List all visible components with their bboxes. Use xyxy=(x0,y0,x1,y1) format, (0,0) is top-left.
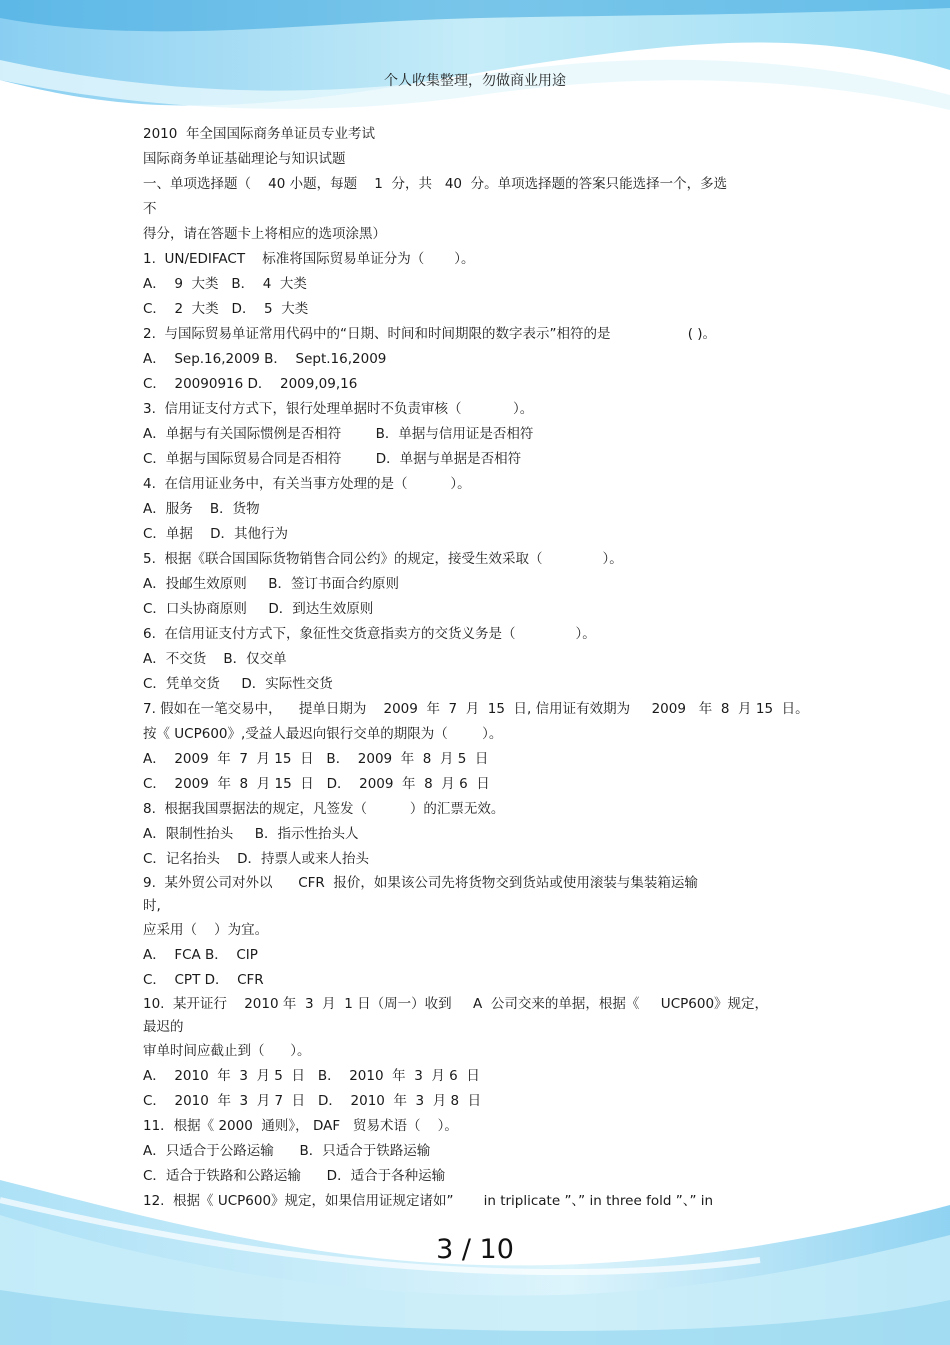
options: C．单据 D．其他行为 xyxy=(143,526,288,542)
question: 4. 在信用证业务中，有关当事方处理的是（ ）。 xyxy=(143,476,471,492)
options: A． 2009 年 7 月 15 日 B． 2009 年 8 月 5 日 xyxy=(143,751,489,767)
options: A．不交货 B．仅交单 xyxy=(143,651,287,667)
options: A．限制性抬头 B．指示性抬头人 xyxy=(143,826,359,842)
question: 5. 根据《联合国国际货物销售合同公约》的规定，接受生效采取（ ）。 xyxy=(143,551,623,567)
options: C．凭单交货 D．实际性交货 xyxy=(143,676,333,692)
options: A．投邮生效原则 B．签订书面合约原则 xyxy=(143,576,399,592)
text-line: 按《 UCP600》,受益人最迟向银行交单的期限为（ ）。 xyxy=(143,726,503,742)
question: 12. 根据《 UCP600》规定，如果信用证规定诸如” in triplicate ”、” in three fold ”、” in xyxy=(143,1193,714,1209)
question: 3. 信用证支付方式下，银行处理单据时不负责审核（ ）。 xyxy=(143,401,534,417)
options: A． 2010 年 3 月 5 日 B． 2010 年 3 月 6 日 xyxy=(143,1068,480,1084)
question: 8. 根据我国票据法的规定，凡签发（ ）的汇票无效。 xyxy=(143,801,505,817)
options: C． 2010 年 3 月 7 日 D． 2010 年 3 月 8 日 xyxy=(143,1093,482,1109)
options: C．记名抬头 D．持票人或来人抬头 xyxy=(143,851,369,867)
options: C． 2 大类 D． 5 大类 xyxy=(143,301,309,317)
section-heading: 一、单项选择题（ 40 小题，每题 1 分，共 40 分。单项选择题的答案只能选择一个，多选 xyxy=(143,176,728,192)
text-line: 得分，请在答题卡上将相应的选项涂黑） xyxy=(143,226,386,242)
document-body xyxy=(143,122,823,1214)
options: A． 9 大类 B． 4 大类 xyxy=(143,276,307,292)
text-line: 应采用（ ）为宜。 xyxy=(143,922,269,938)
options: C．口头协商原则 D．到达生效原则 xyxy=(143,601,374,617)
question: 1. UN/EDIFACT 标准将国际贸易单证分为（ ）。 xyxy=(143,251,475,267)
options: C． CPT D． CFR xyxy=(143,972,264,988)
question: 6. 在信用证支付方式下，象征性交货意指卖方的交货义务是（ ）。 xyxy=(143,626,596,642)
options: C．适合于铁路和公路运输 D．适合于各种运输 xyxy=(143,1168,446,1184)
question: 11．根据《 2000 通则》， DAF 贸易术语（ ）。 xyxy=(143,1118,458,1134)
options: C．单据与国际贸易合同是否相符 D．单据与单据是否相符 xyxy=(143,451,522,467)
question: 9. 某外贸公司对外以 CFR 报价，如果该公司先将货物交到货站或使用滚装与集装箱运输 xyxy=(143,875,698,891)
options: A．单据与有关国际惯例是否相符 B．单据与信用证是否相符 xyxy=(143,426,534,442)
page-number: 3 / 10 xyxy=(436,1234,514,1265)
question: 10. 某开证行 2010 年 3 月 1 日（周一）收到 A 公司交来的单据，根据《 UCP600》规定， xyxy=(143,996,769,1012)
text-line: 最迟的 xyxy=(143,1019,184,1035)
options: C． 20090916 D． 2009,09,16 xyxy=(143,376,358,392)
text-line: 审单时间应截止到（ ）。 xyxy=(143,1043,311,1059)
text-line: 不 xyxy=(143,201,157,217)
question: 2. 与国际贸易单证常用代码中的“日期、时间和时间期限的数字表示”相符的是 ( )。 xyxy=(143,326,717,342)
options: A．只适合于公路运输 B．只适合于铁路运输 xyxy=(143,1143,431,1159)
exam-subtitle: 国际商务单证基础理论与知识试题 xyxy=(143,151,346,167)
header-watermark-note: 个人收集整理，勿做商业用途 xyxy=(384,73,566,89)
question: 7. 假如在一笔交易中， 提单日期为 2009 年 7 月 15 日, 信用证有效期为 2009 年 8 月 15 日。 xyxy=(143,701,809,717)
text-line: 时, xyxy=(143,898,161,914)
options: C． 2009 年 8 月 15 日 D． 2009 年 8 月 6 日 xyxy=(143,776,490,792)
options: A． FCA B． CIP xyxy=(143,947,258,963)
options: A．服务 B．货物 xyxy=(143,501,260,517)
options: A． Sep.16,2009 B． Sept.16,2009 xyxy=(143,351,387,367)
exam-title: 2010 年全国国际商务单证员专业考试 xyxy=(143,126,375,142)
